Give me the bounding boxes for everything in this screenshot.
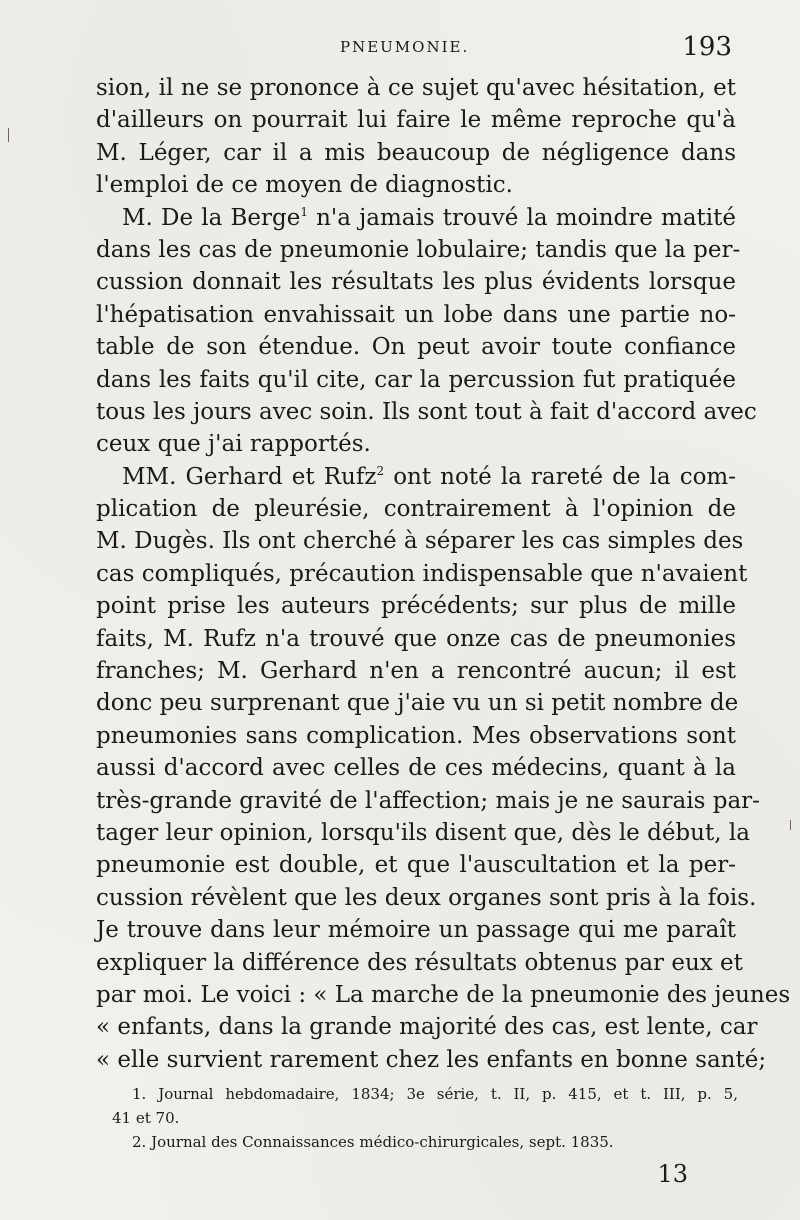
text-line: Je trouve dans leur mémoire un passage qui me paraît [96, 917, 736, 944]
text-line: pneumonie est double, et que l'auscultation et la per- [96, 852, 736, 879]
text-line-paragraph-start [96, 202, 736, 234]
text-line: M. Léger, car il a mis beaucoup de négligence dans [96, 139, 736, 166]
text-line: « elle survient rarement chez les enfants en bonne santé; [96, 1046, 767, 1073]
text-line: tous les jours avec soin. Ils sont tout à fait d'accord avec [96, 398, 757, 425]
text-segment: ont noté la rareté de la com- [384, 463, 737, 490]
text-line: « enfants, dans la grande majorité des cas, est lente, car [96, 1014, 758, 1041]
text-line: faits, M. Rufz n'a trouvé que onze cas de pneumonies [96, 625, 736, 652]
text-line: cussion révèlent que les deux organes sont pris à la fois. [96, 884, 757, 911]
page-number: 193 [682, 32, 732, 62]
text-line: cussion donnait les résultats les plus évidents lorsque [96, 269, 736, 296]
footnote-ref: 1 [300, 204, 308, 219]
text-line: pneumonies sans complication. Mes observations sont [96, 722, 736, 749]
text-line: point prise les auteurs précédents; sur plus de mille [96, 593, 736, 620]
footnote-ref: 2 [376, 463, 385, 478]
text-line: dans les cas de pneumonie lobulaire; tandis que la per- [96, 236, 741, 263]
text-line: aussi d'accord avec celles de ces médecins, quant à la [96, 755, 736, 782]
text-line: expliquer la différence des résultats obtenus par eux et [96, 949, 743, 976]
footnotes [112, 1082, 738, 1154]
text-line: sion, il ne se prononce à ce sujet qu'avec hésitation, et [96, 75, 736, 101]
text-line: ceux que j'ai rapportés. [96, 431, 371, 458]
text-line: dans les faits qu'il cite, car la percussion fut pratiquée [96, 366, 736, 393]
body-text [96, 72, 791, 1076]
footnote-line: 1. Journal hebdomadaire, 1834; 3e série, t. II, p. 415, et t. III, p. 5, [132, 1085, 738, 1103]
text-line: d'ailleurs on pourrait lui faire le même reproche qu'à [96, 107, 736, 134]
text-line-paragraph-start [96, 461, 736, 493]
footnote-line: 41 et 70. [112, 1109, 180, 1127]
text-line: donc peu surprenant que j'aie vu un si petit nombre de [96, 690, 739, 717]
margin-mark [790, 820, 791, 830]
text-segment: n'a jamais trouvé la moindre matité [307, 204, 736, 231]
footnote-line: 2. Journal des Connaissances médico-chirurgicales, sept. 1835. [132, 1133, 614, 1151]
text-segment: MM. Gerhard et Rufz [122, 463, 377, 490]
text-line: franches; M. Gerhard n'en a rencontré aucun; il est [96, 658, 736, 685]
signature-mark: 13 [657, 1160, 688, 1188]
text-segment: M. De la Berge [122, 204, 301, 231]
text-line: cas compliqués, précaution indispensable que n'avaient [96, 560, 748, 587]
running-title: PNEUMONIE. [340, 38, 470, 56]
text-line: table de son étendue. On peut avoir toute confiance [96, 334, 736, 361]
text-line: l'emploi de ce moyen de diagnostic. [96, 172, 513, 199]
running-head [0, 32, 800, 62]
text-line: tager leur opinion, lorsqu'ils disent que, dès le début, la [96, 819, 750, 846]
text-line: plication de pleurésie, contrairement à l'opinion de [96, 496, 736, 523]
text-line: M. Dugès. Ils ont cherché à séparer les cas simples des [96, 528, 744, 555]
margin-mark [8, 128, 9, 142]
text-line: très-grande gravité de l'affection; mais je ne saurais par- [96, 787, 760, 814]
text-line: par moi. Le voici : « La marche de la pneumonie des jeunes [96, 981, 791, 1008]
text-line: l'hépatisation envahissait un lobe dans une partie no- [96, 301, 736, 328]
